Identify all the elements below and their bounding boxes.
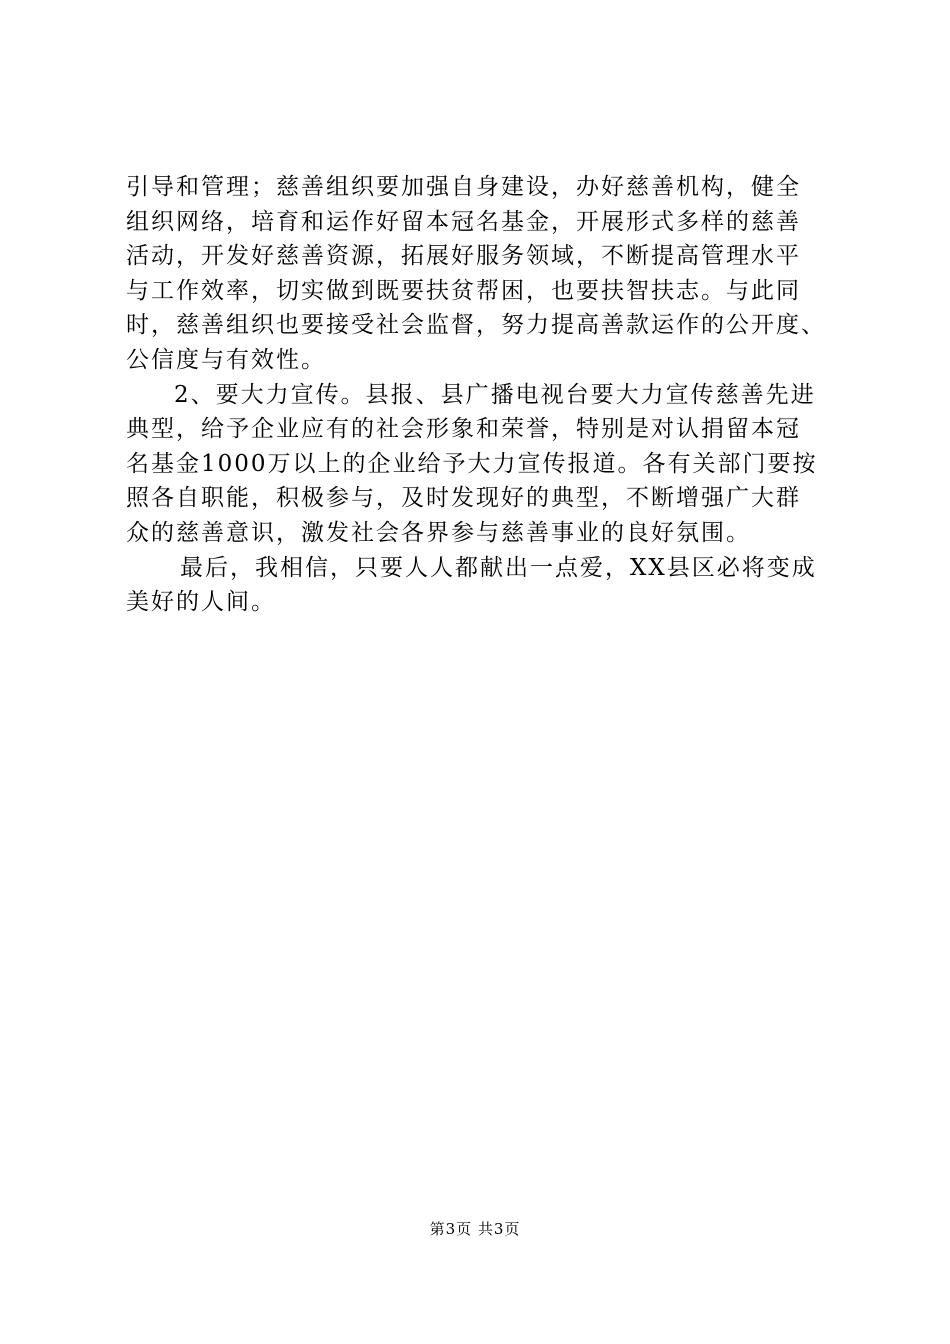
paragraph-start-line: 最后，我相信，只要人人都献出一点爱，XX县区必将变成 [180, 554, 817, 581]
paragraph-start-line: 2、要大力宣传。县报、县广播电视台要大力宣传慈善先进 [174, 381, 816, 408]
page-number-footer: 第3页 共3页 [429, 1220, 521, 1238]
text-line: 名基金1000万以上的企业给予大力宣传报道。各有关部门要按 [126, 450, 818, 477]
text-line: 公信度与有效性。 [126, 346, 326, 373]
text-line: 美好的人间。 [126, 589, 276, 616]
text-line: 组织网络，培育和运作好留本冠名基金，开展形式多样的慈善 [126, 208, 801, 235]
text-line: 时，慈善组织也要接受社会监督，努力提高善款运作的公开度、 [126, 312, 826, 339]
text-line: 典型，给予企业应有的社会形象和荣誉，特别是对认捐留本冠 [126, 416, 801, 443]
text-line: 照各自职能，积极参与，及时发现好的典型，不断增强广大群 [126, 485, 801, 512]
text-line: 引导和管理；慈善组织要加强自身建设，办好慈善机构，健全 [126, 174, 801, 200]
document-body [126, 170, 826, 620]
text-line: 众的慈善意识，激发社会各界参与慈善事业的良好氛围。 [126, 519, 751, 546]
text-line: 与工作效率，切实做到既要扶贫帮困，也要扶智扶志。与此同 [126, 277, 801, 304]
text-line: 活动，开发好慈善资源，拓展好服务领域，不断提高管理水平 [126, 243, 801, 270]
